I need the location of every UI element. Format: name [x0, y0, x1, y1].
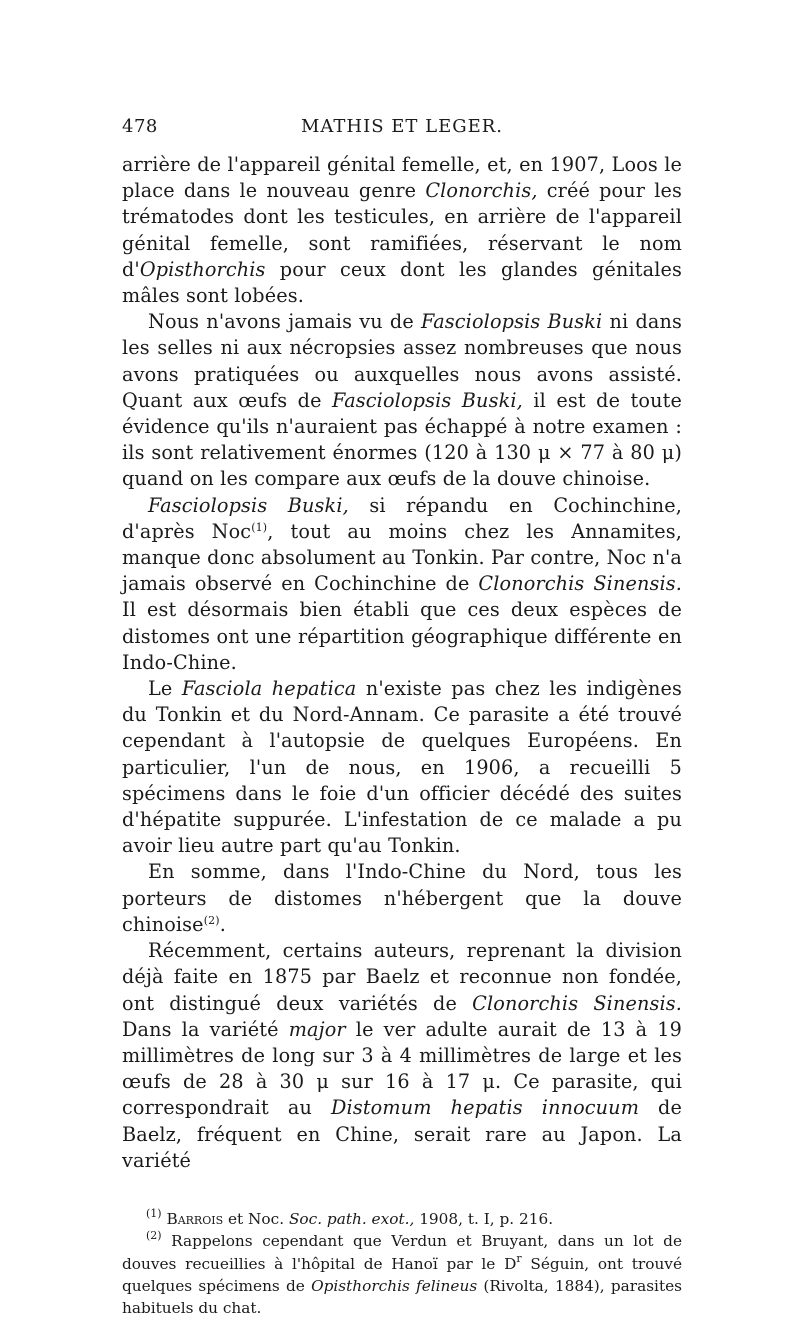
- text-run: 1908, t. I, p. 216.: [414, 1209, 554, 1228]
- body-text: [122, 152, 682, 1174]
- italic-taxon: Fasciola hepatica: [181, 677, 357, 701]
- footnote-ref[interactable]: (2): [203, 913, 220, 927]
- text-run: Séguin, ont trouvé quelques spécimens de: [122, 1254, 682, 1295]
- italic-taxon: Distomum hepatis innocuum: [331, 1096, 640, 1120]
- text-run: (Rivolta, 1884), parasites habituels du chat.: [122, 1276, 682, 1318]
- italic-journal: Soc. path. exot.,: [288, 1209, 415, 1228]
- italic-taxon: Clonorchis Sinensis.: [478, 572, 682, 596]
- italic-taxon: Fasciolopsis Buski,: [148, 493, 349, 517]
- footnote-mark: (2): [146, 1229, 162, 1243]
- page-number: 478: [122, 116, 158, 137]
- superscript: r: [516, 1251, 522, 1265]
- text-run: de Baelz, fréquent en Chine, serait rare au Japon. La variété: [122, 1096, 682, 1172]
- text-run: Il est désormais bien établi que ces deux espèces de distomes ont une répartition géographique différente en Indo-Chine.: [122, 598, 682, 674]
- italic-term: major: [288, 1017, 346, 1041]
- running-title: MATHIS ET LEGER.: [300, 116, 504, 137]
- italic-taxon: Clonorchis,: [425, 179, 538, 203]
- text-run: le ver adulte aurait de 13 à 19 millimètres de long sur 3 à 4 millimètres de large et les œufs de 28 à 30 μ sur 16 à 17 μ. Ce parasite, qui correspondrait au: [122, 1017, 682, 1120]
- italic-taxon: Fasciolopsis Buski: [421, 310, 603, 334]
- running-head: [122, 112, 682, 142]
- paragraph-3: [122, 493, 682, 676]
- text-run: arrière de l'appareil génital femelle, et, en 1907, Loos le place dans le nouveau genre: [122, 153, 682, 203]
- text-run: ni dans les selles ni aux nécropsies assez nombreuses que nous avons pratiquées ou auxquelles nous avons assisté. Quant aux œufs de: [122, 310, 683, 412]
- text-run: Rappelons cependant que Verdun et Bruyant, dans un lot de douves recueillies à l'hôpital de Hanoï par le D: [122, 1232, 682, 1273]
- footnote-1: [122, 1208, 682, 1230]
- text-run: .: [219, 912, 226, 936]
- text-run: Dans la variété: [122, 1017, 289, 1041]
- text-run: pour ceux dont les glandes génitales mâles sont lobées.: [122, 257, 682, 308]
- text-run: si répandu en Cochinchine, d'après Noc: [122, 493, 682, 543]
- italic-taxon: Opisthorchis: [139, 257, 266, 281]
- italic-taxon: Fasciolopsis Buski,: [332, 388, 523, 412]
- text-run: et Noc.: [223, 1209, 289, 1228]
- text-run: Récemment, certains auteurs, reprenant la division déjà faite en 1875 par Baelz et reconnue non fondée, ont distingué deux variétés de: [122, 939, 682, 1015]
- paragraph-2: [122, 309, 682, 492]
- italic-taxon: Opisthorchis felineus: [311, 1276, 478, 1295]
- text-run: En somme, dans l'Indo-Chine du Nord, tous les porteurs de distomes n'hébergent que la douve chinoise: [122, 860, 682, 936]
- italic-taxon: Clonorchis Sinensis.: [472, 991, 682, 1015]
- footnote-ref[interactable]: (1): [251, 520, 268, 534]
- text-run: il est de toute évidence qu'ils n'auraient pas échappé à notre examen : ils sont relativement énormes (120 à 130 μ × 77 à 80 μ) quand on les compare aux œufs de la douve chinoise.: [122, 388, 682, 491]
- footnotes: [122, 1208, 682, 1319]
- page: [122, 112, 682, 1319]
- text-run: Nous n'avons jamais vu de: [148, 310, 422, 334]
- paragraph-4: [122, 676, 682, 859]
- text-run: , tout au moins chez les Annamites, manque donc absolument au Tonkin. Par contre, Noc n'a jamais observé en Cochinchine de: [122, 519, 682, 596]
- footnote-author: Barrois: [166, 1209, 224, 1228]
- footnote-2: [122, 1230, 682, 1319]
- paragraph-5: [122, 859, 682, 938]
- footnote-mark: (1): [146, 1206, 162, 1220]
- paragraph-1: [122, 152, 682, 309]
- paragraph-6: [122, 938, 682, 1174]
- text-run: créé pour les trématodes dont les testicules, en arrière de l'appareil génital femelle, sont ramifiées, réservant le nom d': [122, 179, 683, 281]
- text-run: n'existe pas chez les indigènes du Tonkin et du Nord-Annam. Ce parasite a été trouvé cependant à l'autopsie de quelques Européens. En particulier, l'un de nous, en 1906, a recueilli 5 spécimens dans le foie d'un officier décédé des suites d'hépatite suppurée. L'infestation de ce malade a pu avoir lieu autre part qu'au Tonkin.: [122, 677, 682, 858]
- text-run: Le: [148, 677, 182, 701]
